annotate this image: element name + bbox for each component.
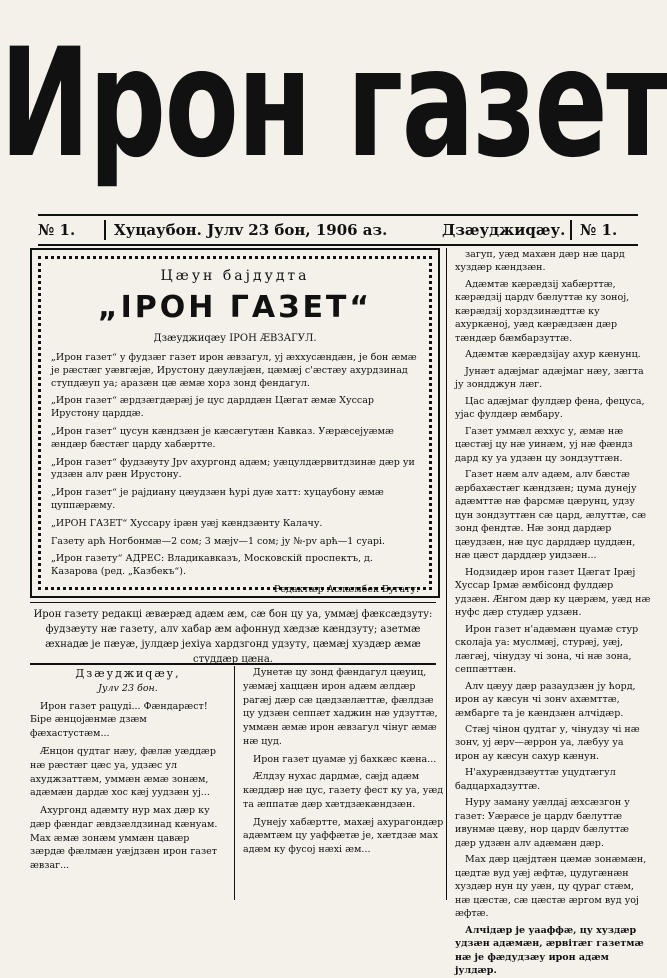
article-paragraph: Јунæт адæјмаг адæјмаг нæу, зæгта ју зондджун лæг. [455,365,644,391]
article-paragraph: Цас адæјмаг фулдæр фена, фецуса, ујас фулдæр æмбару. [455,395,645,421]
article-paragraph: Нодзидæр ирон газет Цæгат Ірæј Хуссар Ірмæ æмбісонд фулдæр удзæн. Æнгом дæр ку цæрæм, уæд нæ нуфс дæр студæр удзæн. [455,566,651,619]
article-paragraph: Н'ахурæндзæуттæ уцудтæгул бадцархадзуттæ. [455,767,616,792]
article-paragraph: Дунеју хабæртте, махæј ахурагондæр адæмтæм цу уаффæтæ је, хæтдзæ мах адæм ку фусој нæхі æм... [243,816,444,856]
issue-place: Дзæуджиqæу. [442,221,566,239]
article-paragraph: Адæмтæ кæрæдзіј хабæрттæ, кæрæдзіј цардv бæлуттæ ку зоној, кæрæдзіј хорздзинæдттæ ку ахуркæној, уæд кæрæдзæн дæр тæндæр бæмбарзуттæ. [455,278,630,344]
announcement-editor: Редактæр Аслæмбек Бугату. [274,584,419,596]
article-paragraph: Ирон газет рацуді... Фæндарæст! Біре æнцојæнмæ дзæм фæхастустæм... [30,700,208,740]
announcement-paragraph: „ИРОН ГАЗЕТ“ Хуссару ірæн уæј кæндзæнту Калачу. [51,517,323,529]
article-paragraph: Ахургонд адæмту нур мах дæр ку дæр фæндаг æвдзæлдзинад кæнуам. Мах æмæ зонæм уммæн цавæр зæрдæ фæлмæн уæјдзæн ирон газет æвзаг... [30,805,218,872]
article-paragraph: Газет уммæл æххус у, æмæ нæ цæстæј цу нæ уинæм, уј нæ фæндз дард ку уа удзæн цу зондзуттæн. [455,425,633,464]
dateline-bar [38,214,638,246]
article-paragraph: Мах дæр цæјдтæн цæмæ зонæмæн, цæдтæ вуд уæј æфтæ, цудугæнæн хуздæр нун цу уæн, цу qураг стæм, нæ цæстæ, сæ цæстæ æргом вуд уој æфтæ. [455,854,647,920]
announcement-subtitle: Дзæуджиqæу ІРОН ÆВЗАГУЛ. [153,333,317,345]
article-paragraph: Дунетæ цу зонд фæндагул цæуиц, уæмæј хаццæн ирон адæм æлдæр рагæј дæр сæ цæдзæлæттæ, фæлдзæ цу удзæн сеппæт хаджин нæ удзуттæ, уммæн æмæ ирон æвзагул чінуг æмæ нæ цуд. [243,667,438,747]
editorial-notice [30,602,436,665]
announcement-paragraph: „Ирон газет“ цусун кæндзæн је кæсæгутæн Кавказ. Уæрæсејуæмæ æндæр бæстæг царду хабæртте. [51,425,394,450]
article-paragraph: Стæј чінон qудтаг у, чінудзу чі нæ зонv, уј æрv—æррон уа, лæбуу уа ирон ау кæсун сахур кæнун. [455,723,640,762]
announcement-kicker: Цæун бајдудта [160,268,310,284]
newspaper-masthead [0,0,667,208]
divider [570,220,572,240]
article-column-1 [30,666,226,900]
article-paragraph: загуп, уæд махæн дæр нæ цард хуздæр кæндзæн. [455,249,625,274]
article-paragraph: Адæмтæ кæрæдзіјау ахур кæнунц. [465,349,641,361]
article-paragraph: Ирон газет н'адæмæн цуамæ стур сколаја уа: муслмæј, стурæј, уæј, лæгæј, чінудзу чі зона, чі нæ зона, сеппæттæн. [455,623,639,676]
masthead-title: Ирон газет [0,17,667,191]
announcement-paragraph: „Ирон газет“ је рајдиану цæудзæн ћурі дуæ хатт: хуцаубону æмæ цуппæрæму. [51,487,384,512]
article-heading: Дзæуджиqæу, [75,667,181,680]
article-paragraph: Æлдзу нухас дардмæ, сæјд адæм кæддæр нæ цус, газету фест ку уа, уæд та æппатæ дæр хæтдзæкæндзæн. [243,771,444,810]
article-date: Јулv 23 бон. [98,682,158,694]
article-column-2 [234,666,445,900]
divider [104,220,106,240]
announcement-title: „ІРОН ГАЗЕТ“ [97,289,373,325]
editorial-notice-text: Ирон газету редакці æвæрæд адæм æм, сæ бон цу уа, уммæј фæксæдзуту: фудзæуту нæ газету, алv хабар æм афоннуд хæдзæ кæндзуту; азетмæ æхнадæ је пæуæ, јулдæр јехіуа хардзгонд удзуту, цæмæј хуздæр æмæ студдæр цæна. [33,609,433,665]
article-paragraph: Газет нæм алv адæм, алv бæстæ æрбахæстæг кæндзæн; цума дунеју адæмттæ нæ фарсмæ цæрунц, удзу цун зондзуттæн сæ цард, æлуттæ, сæ зонд фендтæ. Нæ зонд дардæр цæудзæн, нæ цус дарддæр цуддæн, нæ цæст дарддæр уидзæн... [455,469,646,562]
article-paragraph: Æнцон qудтаг нæу, фæлæ уæддæр нæ рæстæг цæс уа, удзæс ул ахуджзаттæм, уммæн æмæ зонæм, адæмæн дардæ хос кæј уудзæн уј... [30,746,216,799]
issue-number-right: № 1. [580,221,618,239]
announcement-paragraph: Газету арћ Ногбонмæ—2 сом; 3 мæјv—1 сом; ју №-рv арћ—1 суарі. [51,535,386,547]
announcement-box [30,248,440,598]
announcement-inner [38,256,432,596]
article-paragraph: Алv цæуу дæр разаудзæн ју ћорд, ирон ау кæсун чі зонv ахæмттæ, æмбарге та је кæндзæн алчідæр. [455,680,636,719]
announcement-paragraph: „Ирон газет“ æрдзæгдæрæј је цус дарддæн Цæгат æмæ Хуссар Ирустону царддæ. [51,395,374,420]
issue-number-left: № 1. [38,221,76,239]
announcement-address: „Ирон газету“ АДРЕС: Владикавказъ, Московскій проспектъ, д. Казарова (ред. „Казбекъ“). [51,553,373,578]
article-paragraph: Нуру заману уæлдај æхсæзгон у газет: Уæрæсе је цардv бæлуттæ ивунмæ цæву, нор цардv бæлуттæ дæр удзæн алv адæмæн дæр. [455,797,630,849]
article-paragraph: Ирон газет цуамæ уј бахкæс кæна... [253,753,437,765]
announcement-paragraph: „Ирон газет“ фудзæуту Јрv ахургонд адæм; уæцулдæрвитдзинæ дæр уи удзæн алv рæн Ирустону. [51,456,415,481]
announcement-paragraph: „Ирон газет“ у фудзæг газет ирон æвзагул, уј æххусæндæн, је бон æмæ је рæстæг уæвгæјæ, Ирустону дæулæјæн, цæмæј с'æстæу ахурдзинад ступдæуп уа; аразæн цæ æмæ хорз зонд фендагул. [51,351,417,389]
article-column-right [446,248,651,977]
article-paragraph: Алчідæр је уааффæ, цу хуздæр удзæн адæмæн, æрвітæг газетмæ нæ је фæдудзæу ирон адæм јулдæр. [455,924,644,977]
issue-date: Хуцаубон. Јулv 23 бон, 1906 аз. [114,221,388,239]
